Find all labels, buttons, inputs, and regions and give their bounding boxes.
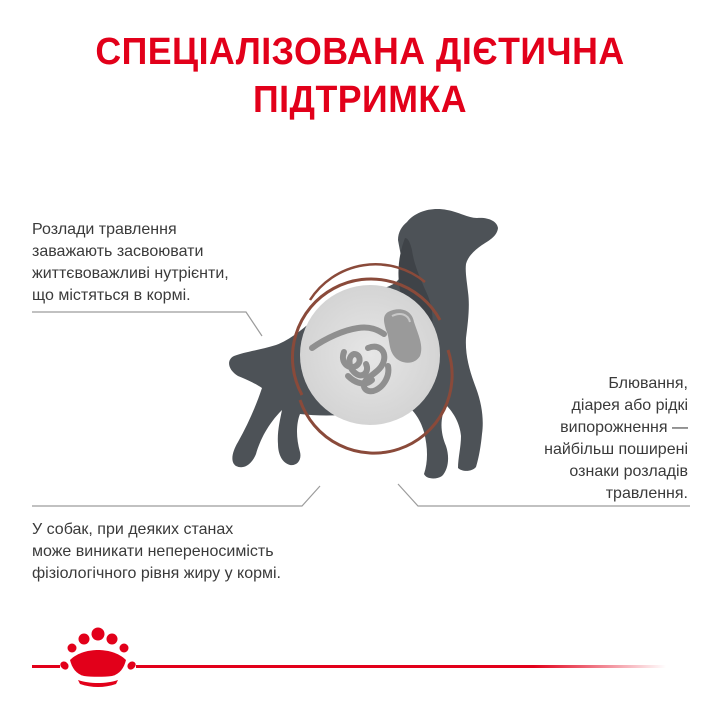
callout-line: У собак, при деяких станах (32, 521, 234, 538)
callout-symptoms (544, 373, 688, 505)
callout-line: випорожнення — (560, 419, 688, 436)
callout-line: діарея або рідкі (571, 397, 688, 414)
callout-line: що містяться в кормі. (32, 287, 191, 304)
callout-line: Блювання, (608, 375, 688, 392)
footer-rule-left (32, 665, 60, 668)
callout-line: заважають засвоювати (32, 243, 204, 260)
callout-line: Розлади травлення (32, 221, 177, 238)
crown-logo-icon (60, 628, 135, 688)
callout-line: життєвоважливі нутрієнти, (32, 265, 229, 282)
callout-line: ознаки розладів (569, 463, 688, 480)
callout-line: може виникати непереносимість (32, 543, 274, 560)
callout-fat-intolerance (32, 519, 281, 585)
callout-digestion-nutrients (32, 219, 229, 307)
title-line-1: СПЕЦІАЛІЗОВАНА ДІЄТИЧНА (95, 31, 625, 73)
footer-rule-right (136, 665, 666, 668)
callout-line: фізіологічного рівня жиру у кормі. (32, 565, 281, 582)
callout-line: травлення. (605, 485, 688, 502)
title-line-2: ПІДТРИМКА (253, 79, 467, 121)
callout-line: найбільш поширені (544, 441, 688, 458)
